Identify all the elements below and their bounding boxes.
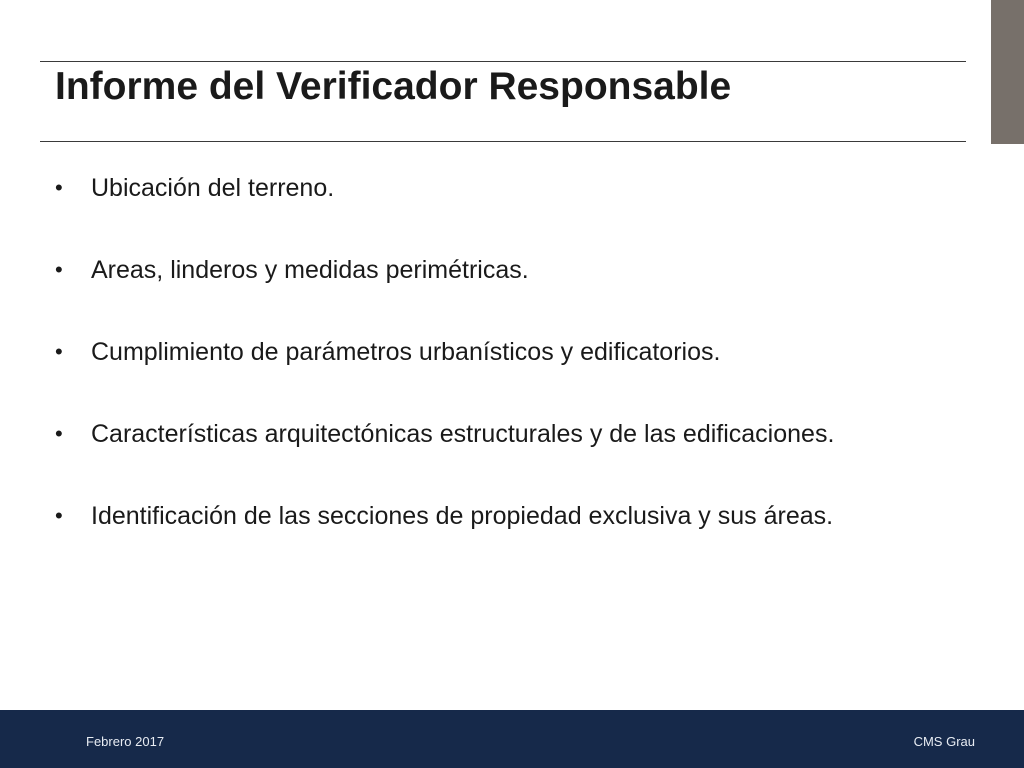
- bullet-text: Características arquitectónicas estructurales y de las edificaciones.: [91, 419, 835, 448]
- footer-organization: CMS Grau: [913, 734, 975, 749]
- corner-accent-block: [991, 0, 1024, 144]
- bullet-dot-icon: •: [55, 257, 63, 282]
- bullet-item: [55, 500, 833, 532]
- bullet-item: [55, 418, 834, 450]
- bullet-dot-icon: •: [55, 339, 63, 364]
- bullet-item: [55, 172, 334, 204]
- bullet-dot-icon: •: [55, 503, 63, 528]
- bullet-text: Identificación de las secciones de propiedad exclusiva y sus áreas.: [91, 501, 834, 530]
- bullet-item: [55, 336, 720, 368]
- bullet-dot-icon: •: [55, 175, 63, 200]
- footer-date: Febrero 2017: [86, 734, 165, 749]
- bullet-text: Cumplimiento de parámetros urbanísticos y edificatorios.: [91, 337, 721, 366]
- bullet-item: [55, 254, 529, 286]
- bullet-text: Ubicación del terreno.: [91, 173, 335, 202]
- title-bottom-rule: [40, 141, 966, 142]
- bullet-text: Areas, linderos y medidas perimétricas.: [91, 255, 529, 284]
- slide-title: Informe del Verificador Responsable: [55, 65, 732, 108]
- bullet-dot-icon: •: [55, 421, 63, 446]
- title-top-rule: [40, 61, 966, 62]
